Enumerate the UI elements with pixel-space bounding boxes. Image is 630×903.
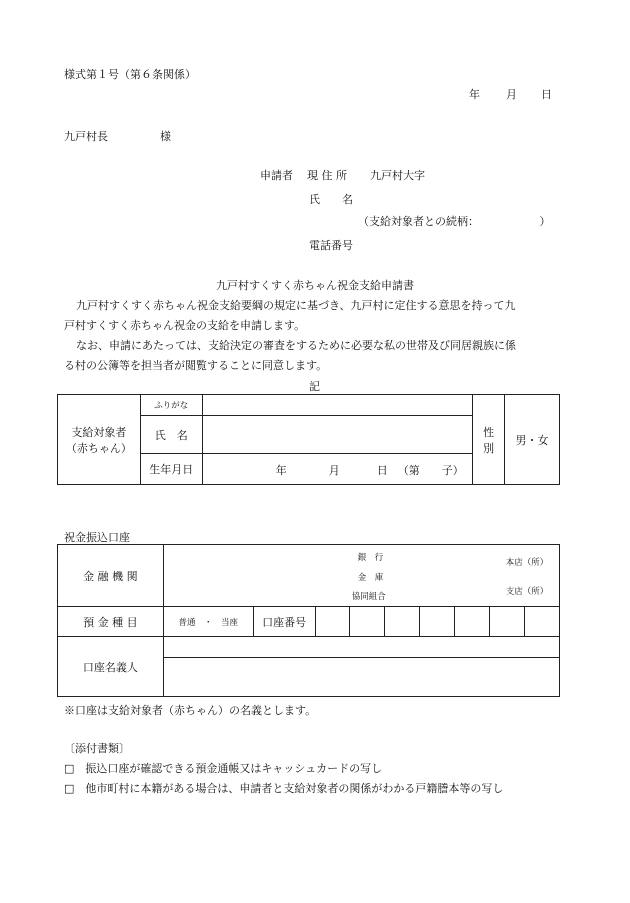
- deposit-type-options[interactable]: 普通 ・ 当座: [163, 607, 253, 637]
- bank-section-title: 祝金振込口座: [64, 531, 130, 544]
- baby-name-field[interactable]: [202, 416, 472, 454]
- deposit-type-label: 預 金 種 目: [58, 607, 164, 637]
- birth-month: 月: [328, 464, 340, 477]
- date-day: 日: [541, 88, 552, 101]
- relation-field: （支給対象者との続柄： ）: [358, 215, 551, 228]
- date-year: 年: [469, 88, 480, 101]
- account-digit-cell[interactable]: [385, 607, 420, 637]
- institution-label: 金 融 機 関: [58, 545, 164, 607]
- attachment-item: □ 振込口座が確認できる預金通帳又はキャッシュカードの写し: [64, 762, 383, 775]
- institution-field[interactable]: [163, 545, 559, 607]
- attachments-title: 〔添付書類〕: [64, 742, 130, 755]
- furigana-label: ふりがな: [140, 395, 202, 416]
- furigana-field[interactable]: [202, 395, 472, 416]
- target-label-line1: 支給対象者: [71, 425, 127, 439]
- document-title: 九戸村すくすく赤ちゃん祝金支給申請書: [216, 279, 414, 292]
- account-holder-name-field[interactable]: [163, 658, 559, 697]
- birth-order: （第 子）: [397, 464, 464, 477]
- account-digit-cell[interactable]: [420, 607, 455, 637]
- account-digit-cell[interactable]: [350, 607, 385, 637]
- applicant-label: 申請者: [260, 169, 293, 182]
- account-holder-furigana-field[interactable]: [163, 637, 559, 658]
- account-number-label: 口座番号: [253, 607, 315, 637]
- mayor-addressee: 九戸村長: [64, 130, 108, 143]
- form-number: 様式第１号（第６条関係）: [64, 68, 196, 81]
- attachment-item: □ 他市町村に本籍がある場合は、申請者と支給対象者の関係がわかる戸籍謄本等の写し: [64, 782, 504, 795]
- body-p1-line2: 戸村すくすく赤ちゃん祝金の支給を申請します。: [64, 319, 306, 332]
- applicant-name-label: 氏 名: [309, 193, 353, 206]
- date-month: 月: [506, 88, 517, 101]
- birth-field[interactable]: [202, 454, 472, 485]
- ki-label: 記: [309, 380, 320, 393]
- addressee-sama: 様: [160, 130, 171, 143]
- address-label: 現 住 所: [307, 169, 347, 182]
- bank-type-kumiai: 協同組合: [351, 592, 386, 602]
- birth-label: 生年月日: [140, 454, 202, 485]
- bank-type-bank: 銀 行: [357, 553, 384, 563]
- birth-year: 年: [275, 464, 287, 477]
- body-p2-line2: る村の公簿等を担当者が閲覧することに同意します。: [64, 359, 328, 372]
- target-label-cell: [58, 395, 141, 485]
- baby-name-label: 氏 名: [140, 416, 202, 454]
- account-digit-cell[interactable]: [490, 607, 525, 637]
- bank-type-shinkin: 金 庫: [357, 573, 384, 583]
- account-digit-cell[interactable]: [525, 607, 560, 637]
- account-digit-cell[interactable]: [455, 607, 490, 637]
- phone-label: 電話番号: [309, 239, 353, 252]
- birth-day: 日: [376, 464, 388, 477]
- sex-label-line1: 性: [483, 425, 495, 439]
- account-holder-label: 口座名義人: [58, 637, 164, 697]
- sex-value[interactable]: 男・女: [505, 395, 560, 485]
- bank-table: [57, 544, 560, 697]
- body-p2-line1: なお、申請にあたっては、支給決定の審査をするために必要な私の世帯及び同居親族に係: [76, 339, 516, 352]
- body-p1-line1: 九戸村すくすく赤ちゃん祝金支給要綱の規定に基づき、九戸村に定住する意思を持って九: [76, 299, 516, 312]
- sex-label-cell: [473, 395, 505, 485]
- branch-main: 本店（所）: [505, 558, 549, 568]
- branch-sub: 支店（所）: [505, 587, 549, 597]
- baby-table: [57, 394, 560, 485]
- address-value: 九戸村大字: [370, 169, 425, 182]
- target-label-line2: （赤ちゃん）: [65, 441, 132, 455]
- account-digit-cell[interactable]: [315, 607, 350, 637]
- sex-label-line2: 別: [483, 441, 495, 455]
- account-note: ※口座は支給対象者（赤ちゃん）の名義とします。: [64, 704, 317, 717]
